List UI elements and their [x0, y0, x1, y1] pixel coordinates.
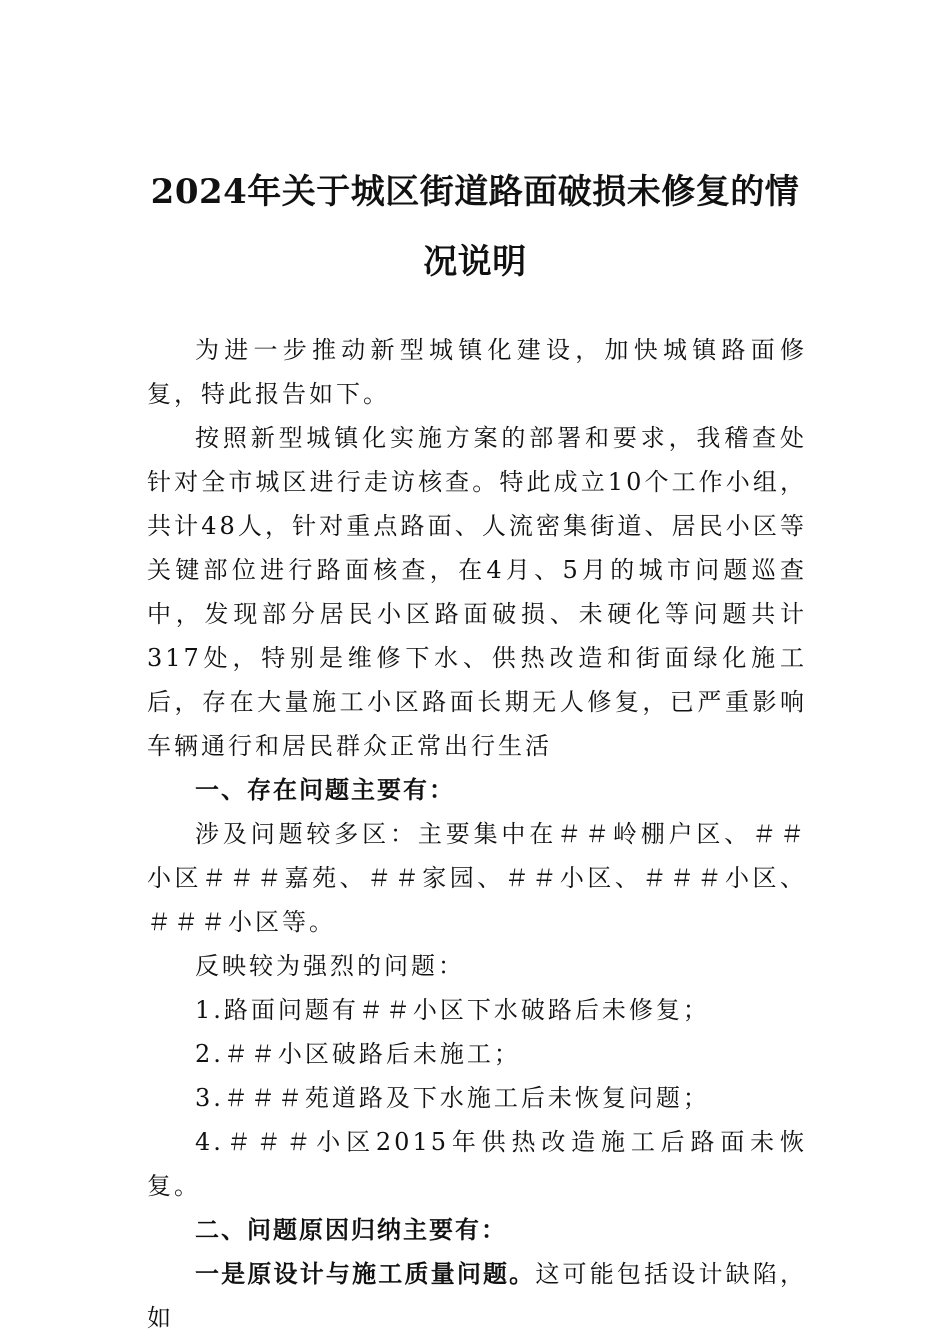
issue-item-4: 4.＃＃＃小区2015年供热改造施工后路面未恢复。: [147, 1128, 807, 1200]
cause-1-text: 这可能包括设计缺陷，如: [147, 1260, 808, 1332]
issue-item-1: 1.路面问题有＃＃小区下水破路后未修复；: [195, 996, 710, 1024]
intro-paragraph: 为进一步推动新型城镇化建设，加快城镇路面修复，特此报告如下。: [147, 336, 807, 408]
issue-item-3: 3.＃＃＃苑道路及下水施工后未恢复问题；: [195, 1084, 710, 1112]
section-2-heading: 二、问题原因归纳主要有：: [195, 1216, 507, 1244]
document-title: 2024年关于城区街道路面破损未修复的情况说明: [150, 172, 800, 282]
issue-item-2: 2.＃＃小区破路后未施工；: [195, 1040, 521, 1068]
document-body: [147, 328, 807, 1340]
areas-paragraph: 涉及问题较多区：主要集中在＃＃岭棚户区、＃＃小区＃＃＃嘉苑、＃＃家园、＃＃小区、＃＃＃小区、＃＃＃小区等。: [147, 820, 807, 936]
section-1-heading: 一、存在问题主要有：: [195, 776, 455, 804]
background-paragraph: 按照新型城镇化实施方案的部署和要求，我稽查处针对全市城区进行走访核查。特此成立10个工作小组，共计48人，针对重点路面、人流密集街道、居民小区等关键部位进行路面核查，在4月、5月的城市问题巡查中，发现部分居民小区路面破损、未硬化等问题共计317处，特别是维修下水、供热改造和街面绿化施工后，存在大量施工小区路面长期无人修复，已严重影响车辆通行和居民群众正常出行生活: [147, 424, 807, 760]
cause-1-lead: 一是原设计与施工质量问题。: [195, 1260, 536, 1288]
cause-1-paragraph: [147, 1252, 807, 1340]
strong-issues-intro: 反映较为强烈的问题：: [195, 952, 465, 980]
